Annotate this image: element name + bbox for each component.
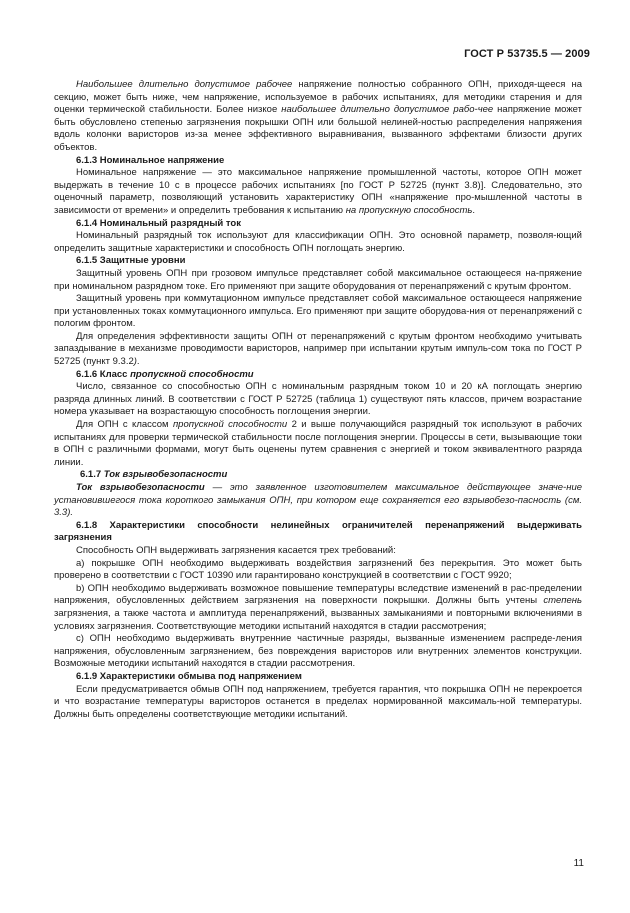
text-run: Число, связанное со способностью ОПН с номинальным разрядным током 10 и 20 кА поглощать энергию разряда длинных линий. В соответствии с ГОСТ Р 52725 (таблица 1) существуют пять классов, причем возрастание номера указывает на возрастающую способность поглощения энергии. xyxy=(54,381,582,418)
paragraph xyxy=(54,293,582,331)
document-body xyxy=(54,79,582,721)
paragraph xyxy=(54,583,582,633)
page-number: 11 xyxy=(573,858,584,869)
section-heading xyxy=(54,218,582,231)
text-run: а) покрышке ОПН необходимо выдерживать воздействия загрязнений без перекрытия. Это может быть проверено в соответствии с ГОСТ 10390 или гарантировано конструкцией в соответствии с ГОСТ 9920; xyxy=(54,557,582,582)
text-run: загрязнения, а также частота и амплитуда перенапряжений, вызванных замыканиями и повторными включениями в условиях загрязнения. Соответствующие методики испытаний находятся в стадии рассмотрения; xyxy=(54,607,582,632)
text-run: . xyxy=(472,204,476,216)
paragraph xyxy=(54,482,582,520)
paragraph xyxy=(54,381,582,419)
text-run: 6.1.4 Номинальный разрядный ток xyxy=(76,217,241,229)
paragraph xyxy=(54,419,582,469)
paragraph xyxy=(54,545,582,558)
text-run: 6.1.5 Защитные уровни xyxy=(76,255,186,267)
text-run: Защитный уровень ОПН при грозовом импульсе представляет собой максимальное остающееся на-пряжение при номинальном разрядном токе. Его применяют при защите оборудования от перенапряжений с крутым фронтом. xyxy=(54,267,582,292)
section-heading xyxy=(54,155,582,168)
text-run: . xyxy=(136,356,140,368)
text-run: Способность ОПН выдерживать загрязнения касается трех требований: xyxy=(76,544,396,556)
text-run: наибольшее длительно допустимое рабо-чее xyxy=(281,104,494,116)
text-run: 6.1.7 xyxy=(80,469,104,481)
text-run: ) xyxy=(133,356,137,368)
section-heading xyxy=(54,671,582,684)
section-heading xyxy=(54,369,582,382)
text-run: 6.1.3 Номинальное напряжение xyxy=(76,154,225,166)
text-run: Для определения эффективности защиты ОПН от перенапряжений с крутым фронтом необходимо учитывать запаздывание в механизме проводимости варисторов, например при испытании крутым импуль-сом тока по ГОСТ Р 52725 (пункт 9.3.2 xyxy=(54,330,582,368)
paragraph xyxy=(54,167,582,217)
paragraph xyxy=(54,230,582,255)
section-heading xyxy=(54,255,582,268)
paragraph xyxy=(54,331,582,369)
text-run: степень xyxy=(543,595,582,607)
text-run: Номинальный разрядный ток используют для классификации ОПН. Это основной параметр, позволя-ющий определить защитные характеристики и способность ОПН поглощать энергию. xyxy=(54,230,582,254)
text-run: Для ОПН с классом xyxy=(76,419,173,431)
text-run: Защитный уровень при коммутационном импульсе представляет собой максимальное остающееся напряжение при установленных токах коммутационного импульса. Его применяют при защите оборудова-ния от перенапряжений с пологим фронтом. xyxy=(54,293,582,330)
text-run: Если предусматривается обмыв ОПН под напряжением, требуется гарантия, что покрышка ОПН не перекроется и что возрастание температуры варисторов останется в пределах нормированной максималь-ной температуры. Должны быть определены соответствующие методики испытаний. xyxy=(54,683,582,720)
text-run: напряжение полностью собранного ОПН, приходя-щееся на секцию, может быть ниже, чем напряжение, используемое в рабочих испытаниях, для методики старения и для оценки термической стабильности. Более низкое xyxy=(54,79,582,116)
section-heading xyxy=(54,469,582,482)
text-run: пропускной способности xyxy=(130,368,254,380)
text-run: 2 и выше получающийся разрядный ток используют в рабочих испытаниях для проверки термической стабильности после поглощения энергии. Процессы в сети, вызывающие токи в ОПН с различными формами, могут быть оценены путем сравнения с энергией и током эквивалентного разряда линии. xyxy=(54,419,583,468)
paragraph xyxy=(54,268,582,293)
text-run: 6.1.8 Характеристики способности нелинейных ограничителей перенапряжений выдерживать загрязнения xyxy=(54,519,582,544)
text-run: 6.1.6 Класс xyxy=(76,368,131,380)
text-run: Наибольшее длительно допустимое рабочее xyxy=(76,79,293,90)
text-run: b) ОПН необходимо выдерживать возможное повышение температуры вследствие изменений в рас-пределении напряжения, обусловленных действием загрязнения на поверхности покрышки. Должны быть учтены xyxy=(54,582,582,607)
text-run: 6.1.9 Характеристики обмыва под напряжением xyxy=(76,670,302,682)
paragraph xyxy=(54,633,582,671)
paragraph xyxy=(54,558,582,583)
section-heading xyxy=(54,520,582,545)
text-run: пропускной способности xyxy=(172,419,288,431)
text-run: Номинальное напряжение — это максимальное напряжение промышленной частоты, которое ОПН может выдержать в течение 10 с в процессе рабочих испытаниях [по ГОСТ Р 52725 (пункт 3.8)]. Следовательно, это оценочный параметр, позволяющий установить характеристику ОПН «напряжение про-мышленной частоты в зависимости от времени» и определить требования к испытанию xyxy=(54,167,582,216)
text-run: Ток взрывобезопасности xyxy=(103,469,228,481)
paragraph xyxy=(54,684,582,722)
text-run: Ток взрывобезопасности xyxy=(76,482,205,493)
standard-code-header: ГОСТ Р 53735.5 — 2009 xyxy=(464,48,590,60)
text-run: на пропускную способность xyxy=(345,204,473,216)
paragraph xyxy=(54,79,582,155)
text-run: с) ОПН необходимо выдерживать внутренние частичные разряды, вызванные изменением распреде-ления напряжения, обусловленным загрязнением, без повреждения варисторов или внутренних элементов конструкции. Возможные методики испытаний находятся в стадии рассмотрения. xyxy=(54,633,582,670)
text-run: напряжение может быть обусловлено степенью загрязнения покрышки ОПН или большой нелиней-ностью распределения напряжения вдоль колонки варисторов из-за менее эффективного выравнивания, вызванного эффектами близости других объектов. xyxy=(54,104,582,153)
text-run: — это заявленное изготовителем максимальное действующее значе-ние установившегося тока короткого замыкания ОПН, при котором еще сохраняется его взрывобезо-пасность (см. 3.3). xyxy=(54,482,583,519)
